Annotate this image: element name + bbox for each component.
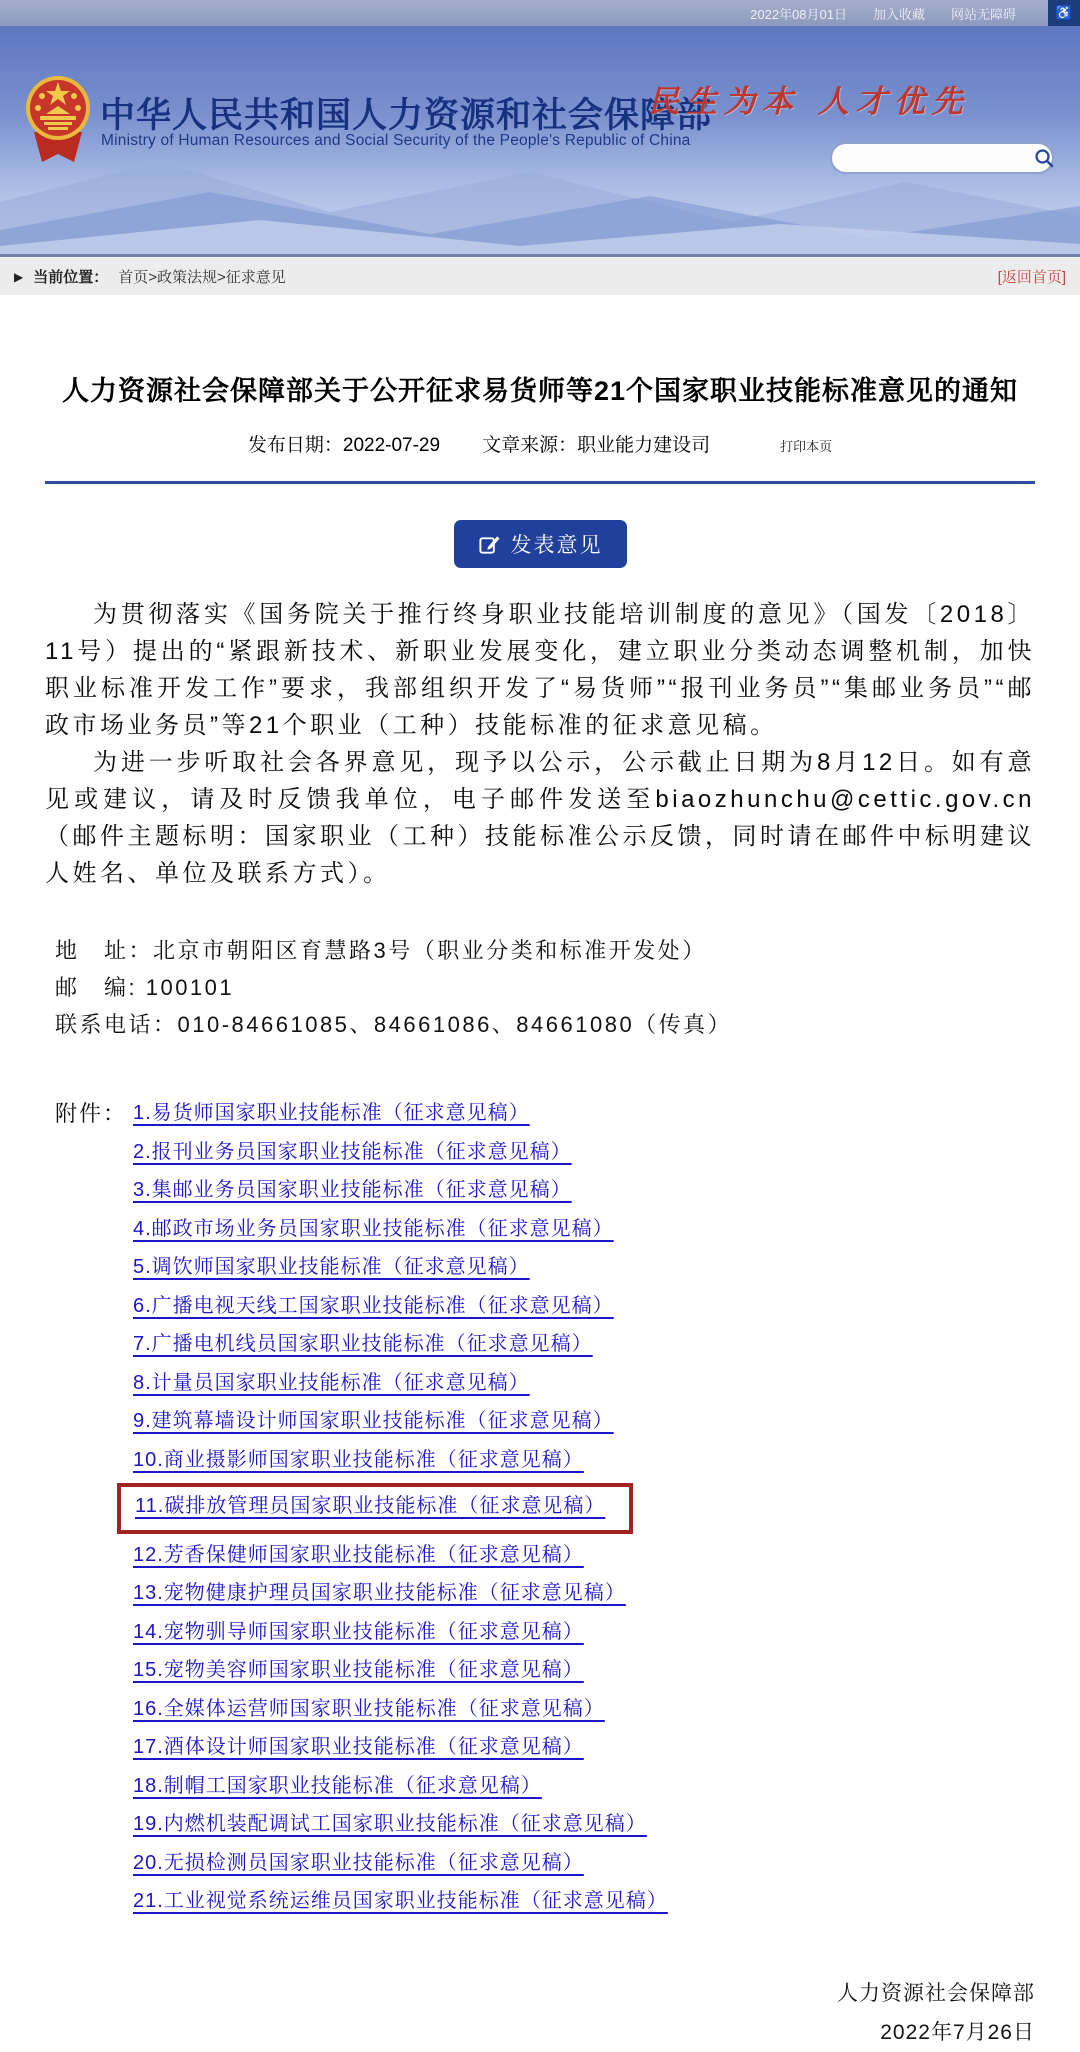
attachment-link-9[interactable]: 9.建筑幕墙设计师国家职业技能标准（征求意见稿） — [133, 1410, 614, 1432]
attachment-link-6[interactable]: 6.广播电视天线工国家职业技能标准（征求意见稿） — [133, 1294, 614, 1317]
attachment-row — [133, 1134, 1035, 1173]
attachment-link-8[interactable]: 8.计量员国家职业技能标准（征求意见稿） — [133, 1371, 530, 1394]
divider-line — [45, 481, 1035, 484]
contact-zipcode: 邮 编: 100101 — [55, 975, 235, 1000]
contact-telephone: 联系电话：010-84661085、84661086、84661080（传真） — [55, 1012, 733, 1037]
contact-block — [55, 932, 1035, 1043]
attachment-row — [133, 1729, 1035, 1768]
site-banner — [0, 26, 1080, 257]
add-favorite-link[interactable]: 加入收藏 — [872, 6, 925, 22]
attachment-link-10[interactable]: 10.商业摄影师国家职业技能标准（征求意见稿） — [133, 1448, 584, 1471]
signature-block — [45, 1974, 1035, 2052]
attachment-row — [133, 1095, 1035, 1134]
national-emblem-logo — [24, 70, 92, 166]
print-page-button[interactable]: 打印本页 — [780, 439, 833, 454]
attachment-link-13[interactable]: 13.宠物健康护理员国家职业技能标准（征求意见稿） — [133, 1582, 626, 1604]
edit-pencil-icon — [478, 533, 501, 556]
attachment-link-1[interactable]: 1.易货师国家职业技能标准（征求意见稿） — [133, 1102, 530, 1124]
attachments-label: 附件： — [55, 1101, 128, 1126]
attachment-link-18[interactable]: 18.制帽工国家职业技能标准（征求意见稿） — [133, 1774, 542, 1797]
attachments-section — [55, 1095, 1035, 1922]
attachment-row — [133, 1172, 1035, 1211]
attachment-row — [133, 1211, 1035, 1250]
attachment-row — [133, 1652, 1035, 1691]
attachment-link-5[interactable]: 5.调饮师国家职业技能标准（征求意见稿） — [133, 1256, 530, 1278]
signature-date: 2022年7月26日 — [880, 2020, 1035, 2044]
back-home-link[interactable]: [返回首页] — [997, 269, 1066, 286]
attachment-link-12[interactable]: 12.芳香保健师国家职业技能标准（征求意见稿） — [133, 1543, 584, 1566]
attachment-row — [133, 1614, 1035, 1653]
current-date: 2022年08月01日 — [750, 6, 847, 22]
slogan-calligraphy: 民生为本 人才优先 — [648, 84, 970, 120]
breadcrumb-bar — [0, 257, 1080, 295]
attachment-link-2[interactable]: 2.报刊业务员国家职业技能标准（征求意见稿） — [133, 1140, 572, 1163]
attachment-row — [133, 1365, 1035, 1404]
ministry-title-en: Ministry of Human Resources and Social Security of the People's Republic of China — [101, 132, 691, 149]
attachment-link-11[interactable]: 11.碳排放管理员国家职业技能标准（征求意见稿） — [135, 1495, 606, 1517]
attachment-link-3[interactable]: 3.集邮业务员国家职业技能标准（征求意见稿） — [133, 1179, 572, 1201]
attachment-row — [133, 1249, 1035, 1288]
post-comment-button[interactable]: 发表意见 — [454, 520, 627, 568]
breadcrumb[interactable]: 首页>政策法规>征求意见 — [118, 269, 286, 286]
attachment-link-15[interactable]: 15.宠物美容师国家职业技能标准（征求意见稿） — [133, 1659, 584, 1681]
article-content — [0, 369, 1080, 2052]
paragraph-2: 为进一步听取社会各界意见，现予以公示，公示截止日期为8月12日。如有意见或建议，请及时反馈我单位，电子邮件发送至biaozhunchu@cettic.gov.cn（邮件主题标明：国家职业（工种）技能标准公示反馈，同时请在邮件中标明建议人姓名、单位及联系方式）。 — [45, 749, 1035, 887]
attachment-link-20[interactable]: 20.无损检测员国家职业技能标准（征求意见稿） — [133, 1851, 584, 1874]
attachment-link-16[interactable]: 16.全媒体运营师国家职业技能标准（征求意见稿） — [133, 1697, 605, 1720]
breadcrumb-arrow-icon: ▶ — [14, 269, 24, 284]
article-meta — [45, 430, 1035, 457]
article-source: 文章来源：职业能力建设司 — [482, 435, 711, 456]
search-input[interactable] — [832, 147, 1033, 169]
attachment-row — [133, 1883, 1035, 1922]
attachment-row — [133, 1288, 1035, 1327]
attachment-row — [133, 1806, 1035, 1845]
page-title: 人力资源社会保障部关于公开征求易货师等21个国家职业技能标准意见的通知 — [61, 376, 1019, 406]
attachment-link-19[interactable]: 19.内燃机装配调试工国家职业技能标准（征求意见稿） — [133, 1813, 647, 1835]
search-box — [830, 142, 1054, 174]
attachment-row — [133, 1403, 1035, 1442]
signature-org: 人力资源社会保障部 — [837, 1981, 1035, 2005]
attachment-row — [133, 1768, 1035, 1807]
breadcrumb-label: 当前位置： — [33, 269, 109, 286]
attachment-link-14[interactable]: 14.宠物驯导师国家职业技能标准（征求意见稿） — [133, 1620, 584, 1643]
top-utility-bar — [0, 0, 1080, 26]
attachment-link-4[interactable]: 4.邮政市场业务员国家职业技能标准（征求意见稿） — [133, 1217, 614, 1240]
attachment-row — [133, 1691, 1035, 1730]
attachments-list — [133, 1095, 1035, 1922]
attachment-link-17[interactable]: 17.酒体设计师国家职业技能标准（征求意见稿） — [133, 1736, 584, 1758]
attachment-row — [133, 1442, 1035, 1481]
accessibility-link[interactable]: 网站无障碍 — [950, 6, 1016, 22]
attachment-link-21[interactable]: 21.工业视觉系统运维员国家职业技能标准（征求意见稿） — [133, 1890, 668, 1912]
contact-address: 地 址：北京市朝阳区育慧路3号（职业分类和标准开发处） — [55, 938, 707, 963]
paragraph-1: 为贯彻落实《国务院关于推行终身职业技能培训制度的意见》（国发〔2018〕11号）提出的“紧跟新技术、新职业发展变化，建立职业分类动态调整机制，加快职业标准开发工作”要求，我部组织开发了“易货师”“报刊业务员”“集邮业务员”“邮政市场业务员”等21个职业（工种）技能标准的征求意见稿。 — [45, 601, 1035, 739]
attachment-row — [133, 1480, 1035, 1537]
publish-date: 发布日期：2022-07-29 — [247, 435, 441, 456]
accessibility-icon[interactable]: ♿ — [1048, 0, 1080, 26]
attachment-link-7[interactable]: 7.广播电机线员国家职业技能标准（征求意见稿） — [133, 1333, 593, 1355]
attachment-row — [133, 1326, 1035, 1365]
highlight-box — [117, 1483, 633, 1534]
ministry-title-cn: 中华人民共和国人力资源和社会保障部 — [100, 96, 713, 135]
body-paragraphs — [45, 596, 1035, 892]
search-icon[interactable] — [1033, 147, 1055, 169]
attachment-row — [133, 1537, 1035, 1576]
attachment-row — [133, 1575, 1035, 1614]
attachment-row — [133, 1845, 1035, 1884]
